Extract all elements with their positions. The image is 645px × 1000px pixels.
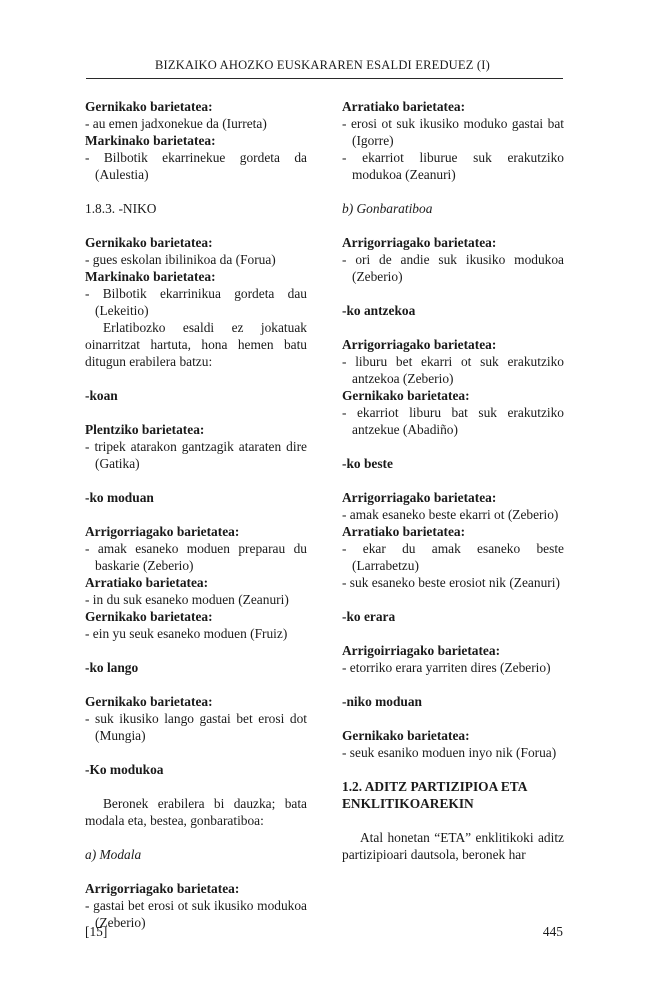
spacer — [342, 285, 564, 302]
variety-heading: Arrigorriagako barietatea: — [342, 337, 497, 352]
header-rule — [86, 78, 563, 79]
spacer — [85, 506, 307, 523]
variety-heading: Arratiako barietatea: — [342, 524, 466, 539]
spacer — [85, 778, 307, 795]
variety-heading: Arrigorriagako barietatea: — [85, 881, 240, 896]
spacer — [342, 319, 564, 336]
spacer — [342, 710, 564, 727]
example-item: - Bilbotik ekarrinekue gordeta da (Aulestia) — [85, 150, 307, 182]
spacer — [342, 591, 564, 608]
body-paragraph: Erlatibozko esaldi ez jokatuak oinarritzat hartuta, hona hemen batu ditugun erabilera batzu: — [85, 320, 307, 369]
footer-section-number: [15] — [85, 924, 108, 939]
variety-heading: -koan — [85, 388, 118, 403]
variety-heading: Gernikako barietatea: — [85, 609, 213, 624]
spacer — [342, 625, 564, 642]
example-item: - suk esaneko beste erosiot nik (Zeanuri) — [342, 575, 560, 590]
example-item: - ein yu seuk esaneko moduen (Fruiz) — [85, 626, 288, 641]
variety-heading: -ko moduan — [85, 490, 154, 505]
variety-heading: Arratiako barietatea: — [85, 575, 209, 590]
spacer — [85, 744, 307, 761]
variety-heading: Gernikako barietatea: — [342, 728, 470, 743]
section-number-title: 1.8.3. -NIKO — [85, 201, 157, 216]
example-item: - seuk esaniko moduen inyo nik (Forua) — [342, 745, 557, 760]
variety-heading: Arrigoirriagako barietatea: — [342, 643, 501, 658]
example-item: - amak esaneko moduen preparau du baskarie (Zeberio) — [85, 541, 307, 573]
spacer — [342, 217, 564, 234]
example-item: - suk ikusiko lango gastai bet erosi dot (Mungia) — [85, 711, 307, 743]
variety-heading: -ko lango — [85, 660, 139, 675]
example-item: - au emen jadxonekue da (Iurreta) — [85, 116, 267, 131]
variety-heading: -ko antzekoa — [342, 303, 416, 318]
variety-heading: Arrigorriagako barietatea: — [342, 490, 497, 505]
spacer — [85, 183, 307, 200]
example-item: - erosi ot suk ikusiko moduko gastai bat (Igorre) — [342, 116, 564, 148]
spacer — [85, 404, 307, 421]
variety-heading: Arratiako barietatea: — [342, 99, 466, 114]
example-item: - gastai bet erosi ot suk ikusiko modukoa (Zeberio) — [85, 898, 307, 930]
example-item: - amak esaneko beste ekarri ot (Zeberio) — [342, 507, 559, 522]
right-column — [342, 98, 564, 863]
spacer — [85, 472, 307, 489]
example-item: - ekarriot liburue suk erakutziko modukoa (Zeanuri) — [342, 150, 564, 182]
spacer — [85, 217, 307, 234]
spacer — [85, 829, 307, 846]
variety-heading: -ko erara — [342, 609, 396, 624]
example-item: - gues eskolan ibilinikoa da (Forua) — [85, 252, 276, 267]
subsection-title: a) Modala — [85, 847, 142, 862]
variety-heading: -niko moduan — [342, 694, 423, 709]
variety-heading: -ko beste — [342, 456, 393, 471]
spacer — [342, 183, 564, 200]
variety-heading: Plentziko barietatea: — [85, 422, 205, 437]
section-heading: 1.2. ADITZ PARTIZIPIOA ETA ENKLITIKOAREKIN — [342, 779, 527, 811]
spacer — [342, 472, 564, 489]
footer-page-number: 445 — [542, 924, 563, 939]
example-item: - tripek atarakon gantzagik ataraten dire (Gatika) — [85, 439, 307, 471]
spacer — [342, 812, 564, 829]
variety-heading: Markinako barietatea: — [85, 133, 216, 148]
variety-heading: Arrigorriagako barietatea: — [342, 235, 497, 250]
variety-heading: Gernikako barietatea: — [342, 388, 470, 403]
example-item: - etorriko erara yarriten dires (Zeberio) — [342, 660, 551, 675]
example-item: - liburu bet ekarri ot suk erakutziko antzekoa (Zeberio) — [342, 354, 564, 386]
spacer — [342, 438, 564, 455]
example-item: - ekar du amak esaneko beste (Larrabetzu) — [342, 541, 564, 573]
spacer — [85, 370, 307, 387]
example-item: - ekarriot liburu bat suk erakutziko antzekue (Abadiño) — [342, 405, 564, 437]
example-item: - Bilbotik ekarrinikua gordeta dau (Lekeitio) — [85, 286, 307, 318]
spacer — [342, 761, 564, 778]
variety-heading: Arrigorriagako barietatea: — [85, 524, 240, 539]
spacer — [85, 863, 307, 880]
spacer — [342, 676, 564, 693]
body-paragraph: Beronek erabilera bi dauzka; bata modala eta, bestea, gonbaratiboa: — [85, 796, 307, 828]
example-item: - in du suk esaneko moduen (Zeanuri) — [85, 592, 289, 607]
variety-heading: Gernikako barietatea: — [85, 235, 213, 250]
spacer — [85, 642, 307, 659]
left-column — [85, 98, 307, 931]
variety-heading: Gernikako barietatea: — [85, 694, 213, 709]
example-item: - ori de andie suk ikusiko modukoa (Zeberio) — [342, 252, 564, 284]
subsection-title: b) Gonbaratiboa — [342, 201, 433, 216]
body-paragraph: Atal honetan “ETA” enklitikoki aditz partizipioari dautsola, beronek har — [342, 830, 564, 862]
variety-heading: Markinako barietatea: — [85, 269, 216, 284]
spacer — [85, 676, 307, 693]
running-head: BIZKAIKO AHOZKO EUSKARAREN ESALDI EREDUEZ (I) — [154, 58, 490, 72]
variety-heading: -Ko modukoa — [85, 762, 164, 777]
variety-heading: Gernikako barietatea: — [85, 99, 213, 114]
